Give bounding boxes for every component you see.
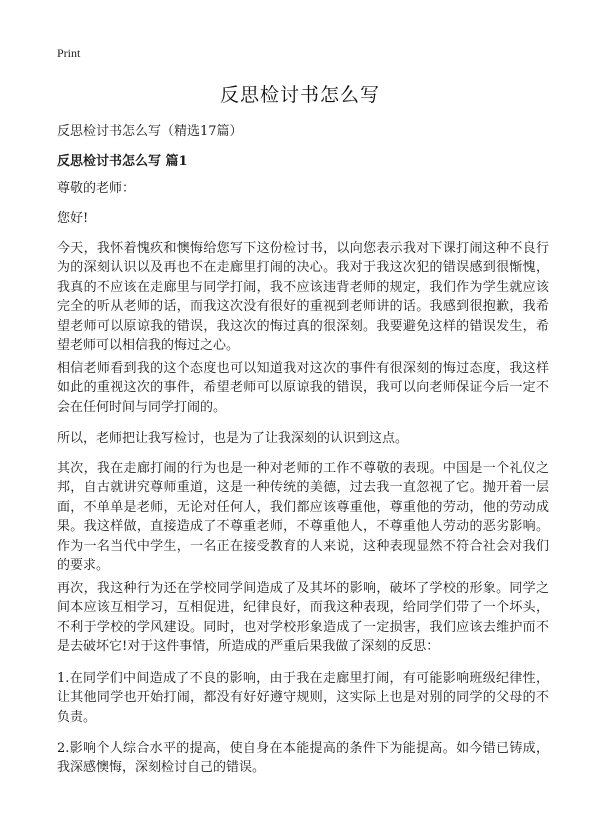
paragraph-3: 所以，老师把让我写检讨，也是为了让我深刻的认识到这点。 — [57, 431, 409, 446]
paragraph-1: 今天，我怀着愧疚和懊悔给您写下这份检讨书，以向您表示我对下课打闹这种不良行为的深刻认识以及再也不在走廊里打闹的决心。我对于我这次犯的错误感到很惭愧，我真的不应该在走廊里与同学打闹，我不应该违背老师的规定，我们作为学生就应该完全的听从老师的话，而我这次没有很好的重视到老师讲的话。我感到很抱歉，我希望老师可以原谅我的错误，我这次的悔过真的很深刻。我要避免这样的错误发生，希望老师可以相信我的悔过之心。 — [57, 241, 549, 354]
paragraph-4: 其次，我在走廊打闹的行为也是一种对老师的工作不尊敬的表现。中国是一个礼仪之邦，自古就讲究尊师重道，这是一种传统的美德，过去我一直忽视了它。抛开着一层面，不单单是老师，无论对任何人，我们都应该尊重他，尊重他的劳动，他的劳动成果。我这样做，直接造成了不尊重老师，不尊重他人，不尊重他人劳动的恶劣影响。作为一名当代中学生，一名正在接受教育的人来说，这种表现显然不符合社会对我们的要求。 — [57, 461, 549, 574]
paragraph-6: 1.在同学们中间造成了不良的影响，由于我在走廊里打闹，有可能影响班级纪律性，让其他同学也开始打闹，都没有好好遵守规则，这实际上也是对别的同学的父母的不负责。 — [57, 671, 549, 725]
paragraph-7: 2.影响个人综合水平的提高，使自身在本能提高的条件下为能提高。如今错已铸成，我深感懊悔，深刻检讨自己的错误。 — [57, 741, 549, 776]
salutation: 尊敬的老师： — [57, 181, 136, 196]
document-title: 反思检讨书怎么写 — [219, 84, 380, 106]
document-subtitle: 反思检讨书怎么写（精选17篇） — [57, 124, 243, 139]
greeting: 您好! — [57, 211, 89, 226]
section-heading: 反思检讨书怎么写 篇1 — [57, 154, 188, 169]
paragraph-2: 相信老师看到我的这个态度也可以知道我对这次的事件有很深刻的悔过态度，我这样如此的重视这次的事件，希望老师可以原谅我的错误，我可以向老师保证今后一定不会在任何时间与同学打闹的。 — [57, 361, 549, 415]
paragraph-5: 再次，我这种行为还在学校同学间造成了及其坏的影响，破坏了学校的形象。同学之间本应该互相学习，互相促进，纪律良好，而我这种表现，给同学们带了一个坏头，不利于学校的学风建设。同时，也对学校形象造成了一定损害，我们应该去维护而不是去破坏它!对于这件事情，所造成的严重后果我做了深刻的反思： — [57, 581, 549, 655]
print-link[interactable]: Print — [57, 46, 81, 60]
